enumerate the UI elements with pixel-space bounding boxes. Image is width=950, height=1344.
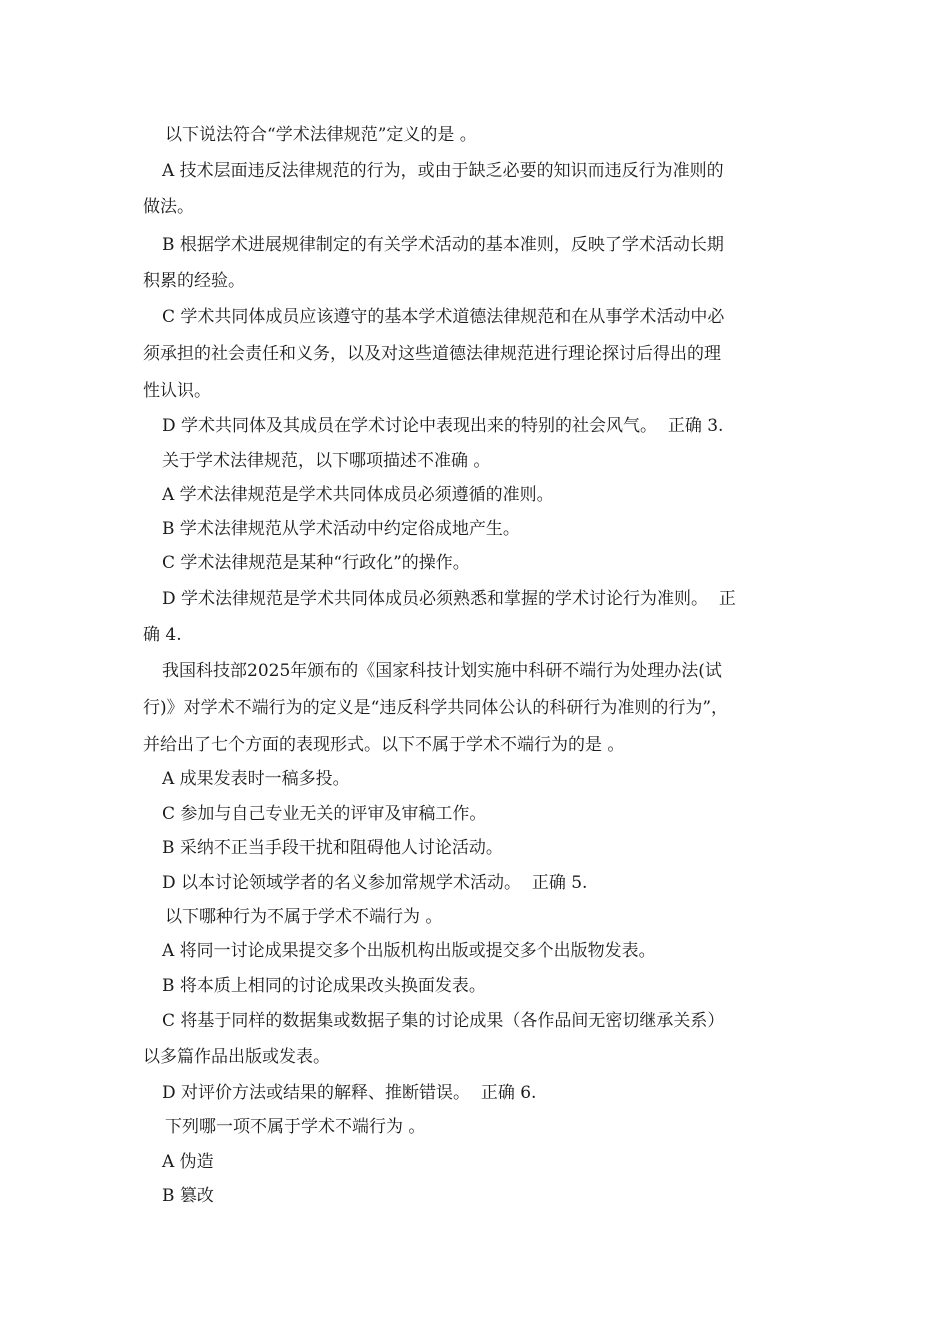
question-2-option-a-line-2: 做法。 [143, 197, 194, 217]
question-3-option-c: C 学术法律规范是某种“行政化”的操作。 [162, 553, 470, 573]
question-2-option-a-line-1: A 技术层面违反法律规范的行为，或由于缺乏必要的知识而违反行为准则的 [162, 161, 724, 181]
question-5-stem: 以下哪种行为不属于学术不端行为 。 [165, 907, 443, 927]
question-2-option-d: D 学术共同体及其成员在学术讨论中表现出来的特别的社会风气。 正确 3. [162, 416, 724, 436]
question-6-option-b: B 篡改 [162, 1186, 214, 1206]
question-2-option-c-line-2: 须承担的社会责任和义务，以及对这些道德法律规范进行理论探讨后得出的理 [143, 344, 721, 364]
question-2-option-b-line-2: 积累的经验。 [143, 271, 245, 291]
question-5-option-a: A 将同一讨论成果提交多个出版机构出版或提交多个出版物发表。 [162, 941, 656, 961]
question-4-stem-line-1: 我国科技部2025年颁布的《国家科技计划实施中科研不端行为处理办法(试 [162, 661, 722, 681]
question-4-option-d: D 以本讨论领域学者的名义参加常规学术活动。 正确 5. [162, 873, 588, 893]
question-2-option-c-line-3: 性认识。 [143, 381, 211, 401]
question-2-stem: 以下说法符合“学术法律规范”定义的是 。 [165, 125, 477, 145]
question-6-option-a: A 伪造 [162, 1152, 214, 1172]
question-6-stem: 下列哪一项不属于学术不端行为 。 [165, 1117, 426, 1137]
question-5-option-c-line-1: C 将基于同样的数据集或数据子集的讨论成果（各作品间无密切继承关系） [162, 1011, 725, 1031]
question-3-option-d-line-2: 确 4. [143, 625, 182, 645]
question-5-option-b: B 将本质上相同的讨论成果改头换面发表。 [162, 976, 486, 996]
question-3-stem: 关于学术法律规范，以下哪项描述不准确 。 [162, 451, 491, 471]
question-4-option-b: B 采纳不正当手段干扰和阻碍他人讨论活动。 [162, 838, 503, 858]
question-2-option-c-line-1: C 学术共同体成员应该遵守的基本学术道德法律规范和在从事学术活动中必 [162, 307, 725, 327]
question-5-option-c-line-2: 以多篇作品出版或发表。 [143, 1047, 330, 1067]
question-4-stem-line-2: 行)》对学术不端行为的定义是“违反科学共同体公认的科研行为准则的行为”， [143, 698, 729, 718]
question-2-option-b-line-1: B 根据学术进展规律制定的有关学术活动的基本准则，反映了学术活动长期 [162, 235, 724, 255]
question-5-option-d: D 对评价方法或结果的解释、推断错误。 正确 6. [162, 1083, 537, 1103]
question-4-stem-line-3: 并给出了七个方面的表现形式。以下不属于学术不端行为的是 。 [143, 735, 625, 755]
question-3-option-d-line-1: D 学术法律规范是学术共同体成员必须熟悉和掌握的学术讨论行为准则。 正 [162, 589, 736, 609]
question-4-option-c: C 参加与自己专业无关的评审及审稿工作。 [162, 804, 487, 824]
question-3-option-b: B 学术法律规范从学术活动中约定俗成地产生。 [162, 519, 520, 539]
question-4-option-a: A 成果发表时一稿多投。 [162, 769, 350, 789]
question-3-option-a: A 学术法律规范是学术共同体成员必须遵循的准则。 [162, 485, 554, 505]
